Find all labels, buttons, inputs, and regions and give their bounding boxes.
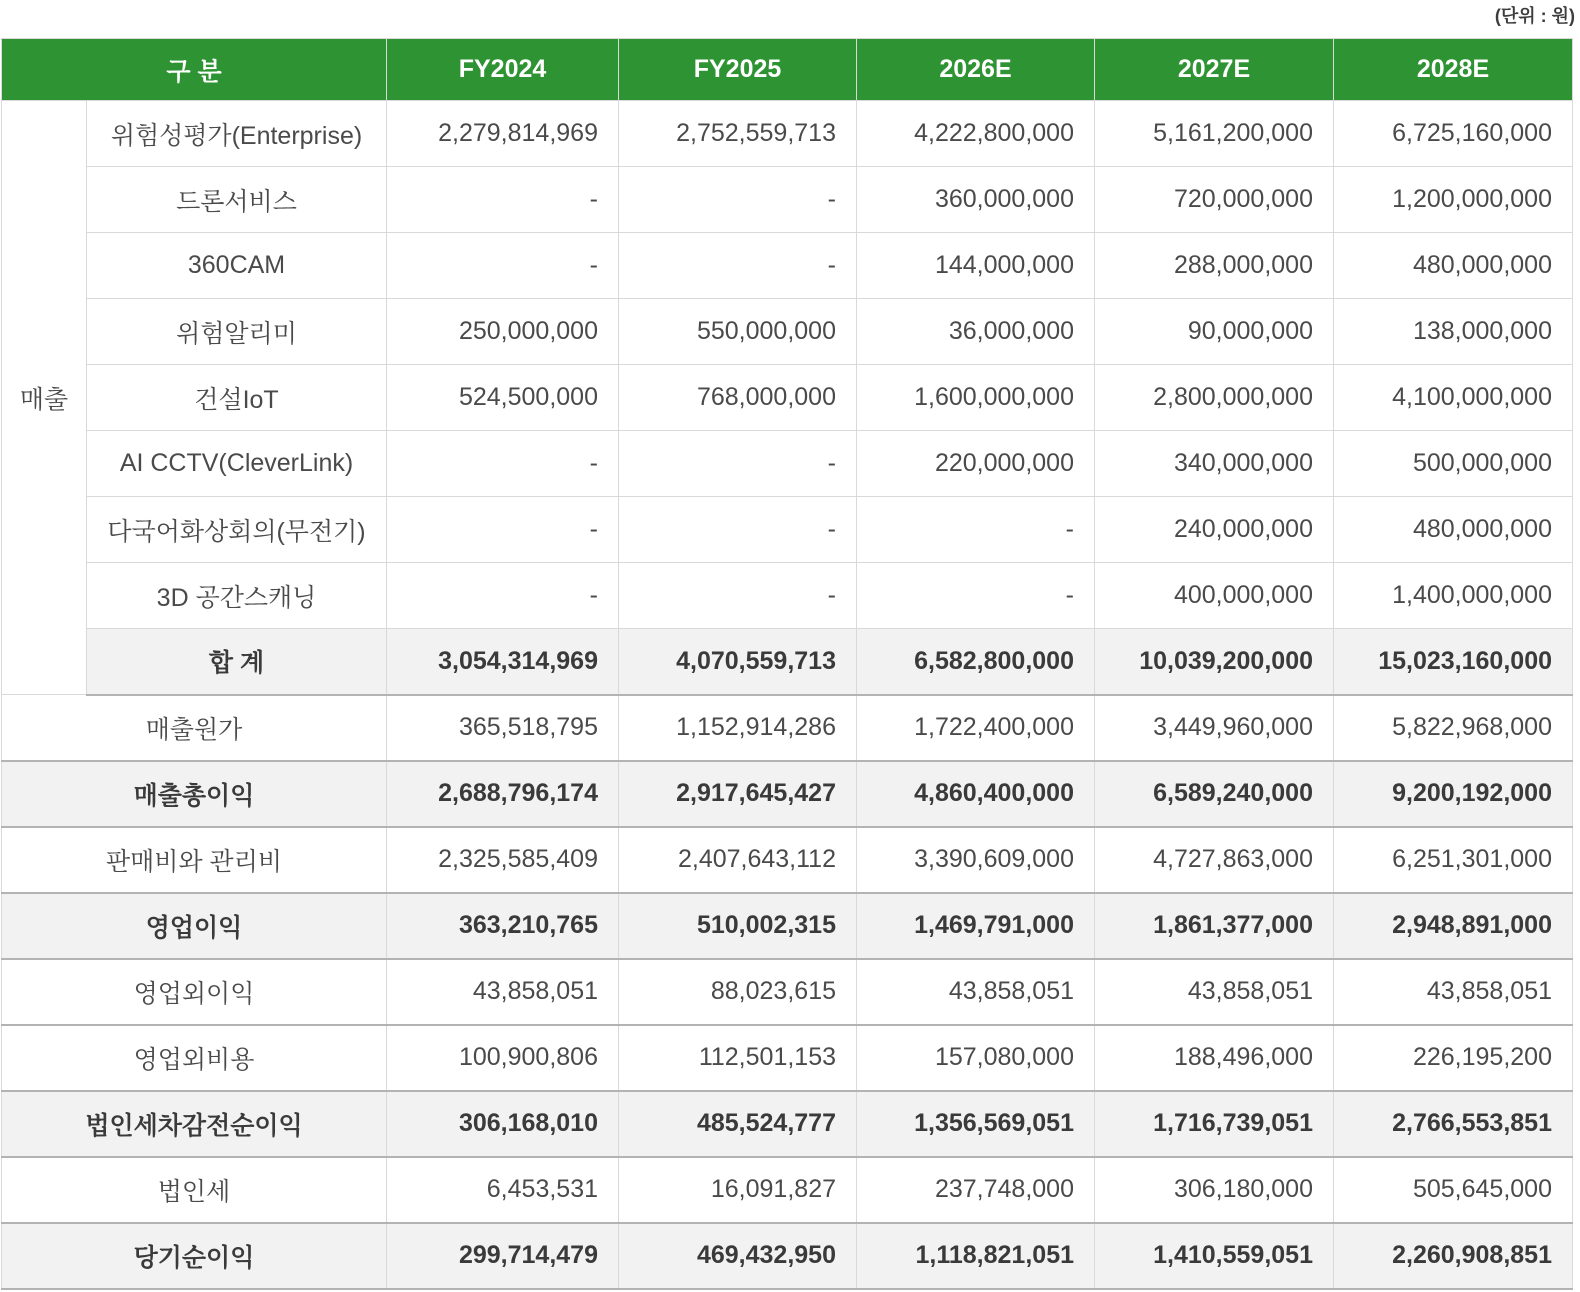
revenue-item-row	[2, 101, 1573, 167]
top-band	[0, 0, 1575, 38]
value-cell: 306,180,000	[1095, 1157, 1334, 1223]
value-cell: -	[619, 233, 857, 299]
summary-emphasis-row	[2, 1091, 1573, 1157]
value-cell: 1,200,000,000	[1334, 167, 1573, 233]
row-label: 법인세차감전순이익	[2, 1091, 387, 1157]
revenue-item-row	[2, 299, 1573, 365]
value-cell: 1,356,569,051	[857, 1091, 1095, 1157]
value-cell: -	[619, 563, 857, 629]
value-cell: 6,251,301,000	[1334, 827, 1573, 893]
value-cell: 363,210,765	[387, 893, 619, 959]
revenue-item-row	[2, 233, 1573, 299]
summary-emphasis-row	[2, 761, 1573, 827]
value-cell: 2,766,553,851	[1334, 1091, 1573, 1157]
value-cell: 6,725,160,000	[1334, 101, 1573, 167]
summary-emphasis-row	[2, 893, 1573, 959]
unit-note: (단위 : 원)	[1494, 6, 1575, 26]
financial-projection-table	[1, 38, 1573, 1290]
value-cell: 112,501,153	[619, 1025, 857, 1091]
value-cell: 1,722,400,000	[857, 695, 1095, 761]
summary-emphasis-row	[2, 1223, 1573, 1289]
revenue-group-label: 매출	[2, 101, 87, 695]
value-cell: 524,500,000	[387, 365, 619, 431]
value-cell: 4,860,400,000	[857, 761, 1095, 827]
row-label: 당기순이익	[2, 1223, 387, 1289]
column-header-fy2025: FY2025	[619, 39, 857, 101]
value-cell: -	[619, 431, 857, 497]
value-cell: 360,000,000	[857, 167, 1095, 233]
value-cell: 1,152,914,286	[619, 695, 857, 761]
value-cell: 6,453,531	[387, 1157, 619, 1223]
column-header-fy2024: FY2024	[387, 39, 619, 101]
row-label: 다국어화상회의(무전기)	[87, 497, 387, 563]
column-header-category: 구 분	[2, 39, 387, 101]
value-cell: 4,070,559,713	[619, 629, 857, 695]
value-cell: 220,000,000	[857, 431, 1095, 497]
value-cell: 1,716,739,051	[1095, 1091, 1334, 1157]
value-cell: 5,822,968,000	[1334, 695, 1573, 761]
value-cell: 88,023,615	[619, 959, 857, 1025]
value-cell: 138,000,000	[1334, 299, 1573, 365]
revenue-item-row	[2, 431, 1573, 497]
row-label: AI CCTV(CleverLink)	[87, 431, 387, 497]
value-cell: -	[387, 563, 619, 629]
column-header-2027e: 2027E	[1095, 39, 1334, 101]
value-cell: 6,589,240,000	[1095, 761, 1334, 827]
revenue-item-row	[2, 497, 1573, 563]
value-cell: 43,858,051	[387, 959, 619, 1025]
value-cell: 2,279,814,969	[387, 101, 619, 167]
value-cell: 2,752,559,713	[619, 101, 857, 167]
value-cell: 240,000,000	[1095, 497, 1334, 563]
value-cell: 500,000,000	[1334, 431, 1573, 497]
value-cell: 505,645,000	[1334, 1157, 1573, 1223]
header-row	[2, 39, 1573, 101]
row-label: 판매비와 관리비	[2, 827, 387, 893]
value-cell: 6,582,800,000	[857, 629, 1095, 695]
value-cell: -	[387, 497, 619, 563]
value-cell: 100,900,806	[387, 1025, 619, 1091]
value-cell: 1,118,821,051	[857, 1223, 1095, 1289]
value-cell: 2,800,000,000	[1095, 365, 1334, 431]
row-label: 위험알리미	[87, 299, 387, 365]
table-body	[2, 101, 1573, 1289]
value-cell: 288,000,000	[1095, 233, 1334, 299]
column-header-2028e: 2028E	[1334, 39, 1573, 101]
value-cell: 3,449,960,000	[1095, 695, 1334, 761]
row-label: 법인세	[2, 1157, 387, 1223]
value-cell: 5,161,200,000	[1095, 101, 1334, 167]
value-cell: 4,222,800,000	[857, 101, 1095, 167]
value-cell: 144,000,000	[857, 233, 1095, 299]
value-cell: 250,000,000	[387, 299, 619, 365]
value-cell: 480,000,000	[1334, 497, 1573, 563]
summary-row	[2, 959, 1573, 1025]
value-cell: 90,000,000	[1095, 299, 1334, 365]
table-header	[2, 39, 1573, 101]
value-cell: 9,200,192,000	[1334, 761, 1573, 827]
value-cell: 157,080,000	[857, 1025, 1095, 1091]
value-cell: 3,054,314,969	[387, 629, 619, 695]
row-label: 매출총이익	[2, 761, 387, 827]
value-cell: 2,407,643,112	[619, 827, 857, 893]
value-cell: 1,469,791,000	[857, 893, 1095, 959]
revenue-item-row	[2, 365, 1573, 431]
value-cell: 188,496,000	[1095, 1025, 1334, 1091]
value-cell: -	[387, 431, 619, 497]
value-cell: -	[387, 233, 619, 299]
value-cell: 469,432,950	[619, 1223, 857, 1289]
value-cell: 1,861,377,000	[1095, 893, 1334, 959]
value-cell: -	[857, 563, 1095, 629]
value-cell: 226,195,200	[1334, 1025, 1573, 1091]
row-label: 위험성평가(Enterprise)	[87, 101, 387, 167]
value-cell: 1,400,000,000	[1334, 563, 1573, 629]
summary-row	[2, 695, 1573, 761]
column-header-2026e: 2026E	[857, 39, 1095, 101]
value-cell: 510,002,315	[619, 893, 857, 959]
revenue-total-row	[2, 629, 1573, 695]
value-cell: 2,260,908,851	[1334, 1223, 1573, 1289]
value-cell: 2,917,645,427	[619, 761, 857, 827]
value-cell: 3,390,609,000	[857, 827, 1095, 893]
value-cell: 1,600,000,000	[857, 365, 1095, 431]
row-label: 영업이익	[2, 893, 387, 959]
row-label: 건설IoT	[87, 365, 387, 431]
value-cell: 43,858,051	[1095, 959, 1334, 1025]
revenue-item-row	[2, 167, 1573, 233]
summary-row	[2, 827, 1573, 893]
value-cell: 480,000,000	[1334, 233, 1573, 299]
value-cell: 2,948,891,000	[1334, 893, 1573, 959]
value-cell: 306,168,010	[387, 1091, 619, 1157]
value-cell: 400,000,000	[1095, 563, 1334, 629]
value-cell: 36,000,000	[857, 299, 1095, 365]
value-cell: 550,000,000	[619, 299, 857, 365]
value-cell: 485,524,777	[619, 1091, 857, 1157]
row-label: 영업외비용	[2, 1025, 387, 1091]
value-cell: 4,100,000,000	[1334, 365, 1573, 431]
value-cell: 43,858,051	[857, 959, 1095, 1025]
value-cell: 1,410,559,051	[1095, 1223, 1334, 1289]
summary-row	[2, 1157, 1573, 1223]
row-label: 360CAM	[87, 233, 387, 299]
value-cell: -	[857, 497, 1095, 563]
value-cell: -	[619, 497, 857, 563]
value-cell: 16,091,827	[619, 1157, 857, 1223]
value-cell: 2,688,796,174	[387, 761, 619, 827]
row-label: 영업외이익	[2, 959, 387, 1025]
value-cell: 299,714,479	[387, 1223, 619, 1289]
revenue-item-row	[2, 563, 1573, 629]
value-cell: 4,727,863,000	[1095, 827, 1334, 893]
value-cell: 2,325,585,409	[387, 827, 619, 893]
row-label: 합 계	[87, 629, 387, 695]
value-cell: -	[387, 167, 619, 233]
value-cell: 365,518,795	[387, 695, 619, 761]
value-cell: 10,039,200,000	[1095, 629, 1334, 695]
value-cell: 720,000,000	[1095, 167, 1334, 233]
value-cell: 768,000,000	[619, 365, 857, 431]
value-cell: -	[619, 167, 857, 233]
value-cell: 43,858,051	[1334, 959, 1573, 1025]
value-cell: 237,748,000	[857, 1157, 1095, 1223]
summary-row	[2, 1025, 1573, 1091]
value-cell: 15,023,160,000	[1334, 629, 1573, 695]
row-label: 매출원가	[2, 695, 387, 761]
value-cell: 340,000,000	[1095, 431, 1334, 497]
row-label: 드론서비스	[87, 167, 387, 233]
row-label: 3D 공간스캐닝	[87, 563, 387, 629]
